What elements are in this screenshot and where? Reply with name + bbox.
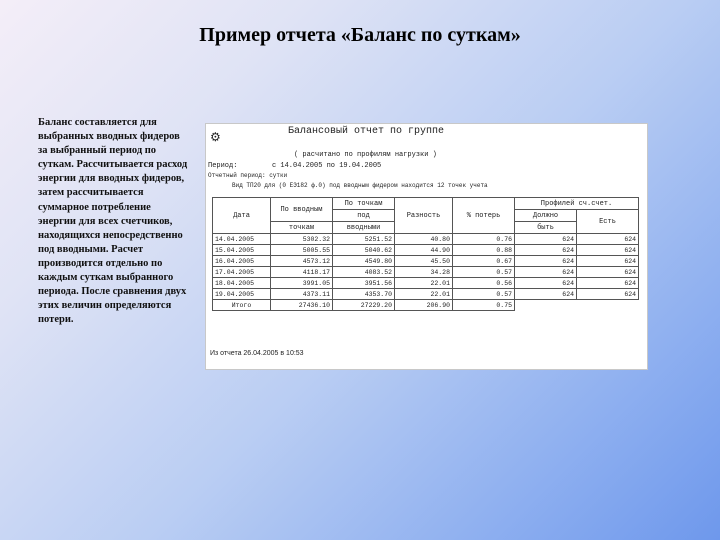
header-should-be-2: быть [515,222,577,234]
cell-should: 624 [515,278,577,289]
cell-diff: 34.28 [395,267,453,278]
report-title: Балансовый отчет по группе [288,126,445,137]
cell-inputs: 4373.11 [271,289,333,300]
cell-actual: 624 [577,256,639,267]
table-row [213,256,639,267]
cell-diff: 44.90 [395,245,453,256]
header-by-points: По точкам [333,198,395,210]
cell-pct: 0.76 [453,234,515,245]
gear-icon: ⚙ [210,130,221,144]
description-text: Баланс составляется для выбранных вводных фидеров за выбранный период по суткам. Рассчитывается расход энергии для вводных фидеров, затем рассчитывается суммарное потребление энергии для всех счетчиков, находящихся непосредственно под вводными. Расчет производится отдельно по каждым суткам выбранного периода. После сравнения двух этих величин определяются потери. [38,117,188,326]
cell-total-label: Итого [213,300,271,311]
table-row [213,245,639,256]
cell-date: 17.04.2005 [213,267,271,278]
cell-inputs: 4118.17 [271,267,333,278]
report-image [205,123,648,370]
report-line-1: Отчетный период: сутки [208,172,288,179]
cell-date: 18.04.2005 [213,278,271,289]
cell-diff: 45.50 [395,256,453,267]
header-should-be: Должно [515,210,577,222]
cell-should: 624 [515,234,577,245]
balance-table [212,197,639,311]
report-footer: Из отчета 26.04.2005 в 10:53 [210,350,304,357]
cell-total-inputs: 27436.10 [271,300,333,311]
header-actual: Есть [577,210,639,234]
cell-total-diff: 206.90 [395,300,453,311]
header-inputs-sub: точкам [271,222,333,234]
cell-date: 14.04.2005 [213,234,271,245]
cell-actual: 624 [577,278,639,289]
cell-should: 624 [515,245,577,256]
cell-total-points: 27229.20 [333,300,395,311]
report-subtitle: ( расчитано по профилям нагрузки ) [294,151,437,159]
cell-points: 5040.62 [333,245,395,256]
header-loss-pct: % потерь [453,198,515,234]
header-points-sub2: вводными [333,222,395,234]
cell-date: 19.04.2005 [213,289,271,300]
cell-inputs: 4573.12 [271,256,333,267]
cell-should: 624 [515,289,577,300]
header-by-inputs: По вводным [271,198,333,222]
cell-points: 4353.70 [333,289,395,300]
cell-pct: 0.57 [453,267,515,278]
total-row [213,300,639,311]
cell-points: 5251.52 [333,234,395,245]
cell-pct: 0.57 [453,289,515,300]
cell-pct: 0.67 [453,256,515,267]
cell-should: 624 [515,256,577,267]
header-points-sub1: под [333,210,395,222]
cell-points: 3951.56 [333,278,395,289]
table-row [213,267,639,278]
header-difference: Разность [395,198,453,234]
cell-should: 624 [515,267,577,278]
period-label: Период: [208,162,238,170]
cell-inputs: 3991.05 [271,278,333,289]
header-date: Дата [213,198,271,234]
cell-total-pct: 0.75 [453,300,515,311]
cell-actual: 624 [577,245,639,256]
period-value: с 14.04.2005 по 19.04.2005 [272,162,382,170]
table-row [213,278,639,289]
cell-points: 4083.52 [333,267,395,278]
cell-date: 15.04.2005 [213,245,271,256]
cell-actual: 624 [577,234,639,245]
cell-diff: 22.01 [395,289,453,300]
cell-diff: 22.01 [395,278,453,289]
cell-date: 16.04.2005 [213,256,271,267]
slide-title: Пример отчета «Баланс по суткам» [199,24,521,46]
report-line-2: Вид ТП20 для (0 ЕЭ182 ф.0) под вводным фидером находится 12 точек учета [232,182,488,189]
cell-pct: 0.88 [453,245,515,256]
cell-actual: 624 [577,289,639,300]
cell-diff: 40.80 [395,234,453,245]
cell-inputs: 5302.32 [271,234,333,245]
cell-actual: 624 [577,267,639,278]
table-row [213,234,639,245]
cell-inputs: 5005.55 [271,245,333,256]
cell-pct: 0.56 [453,278,515,289]
header-profiles: Профилей сч.счет. [515,198,639,210]
cell-points: 4549.80 [333,256,395,267]
table-row [213,289,639,300]
